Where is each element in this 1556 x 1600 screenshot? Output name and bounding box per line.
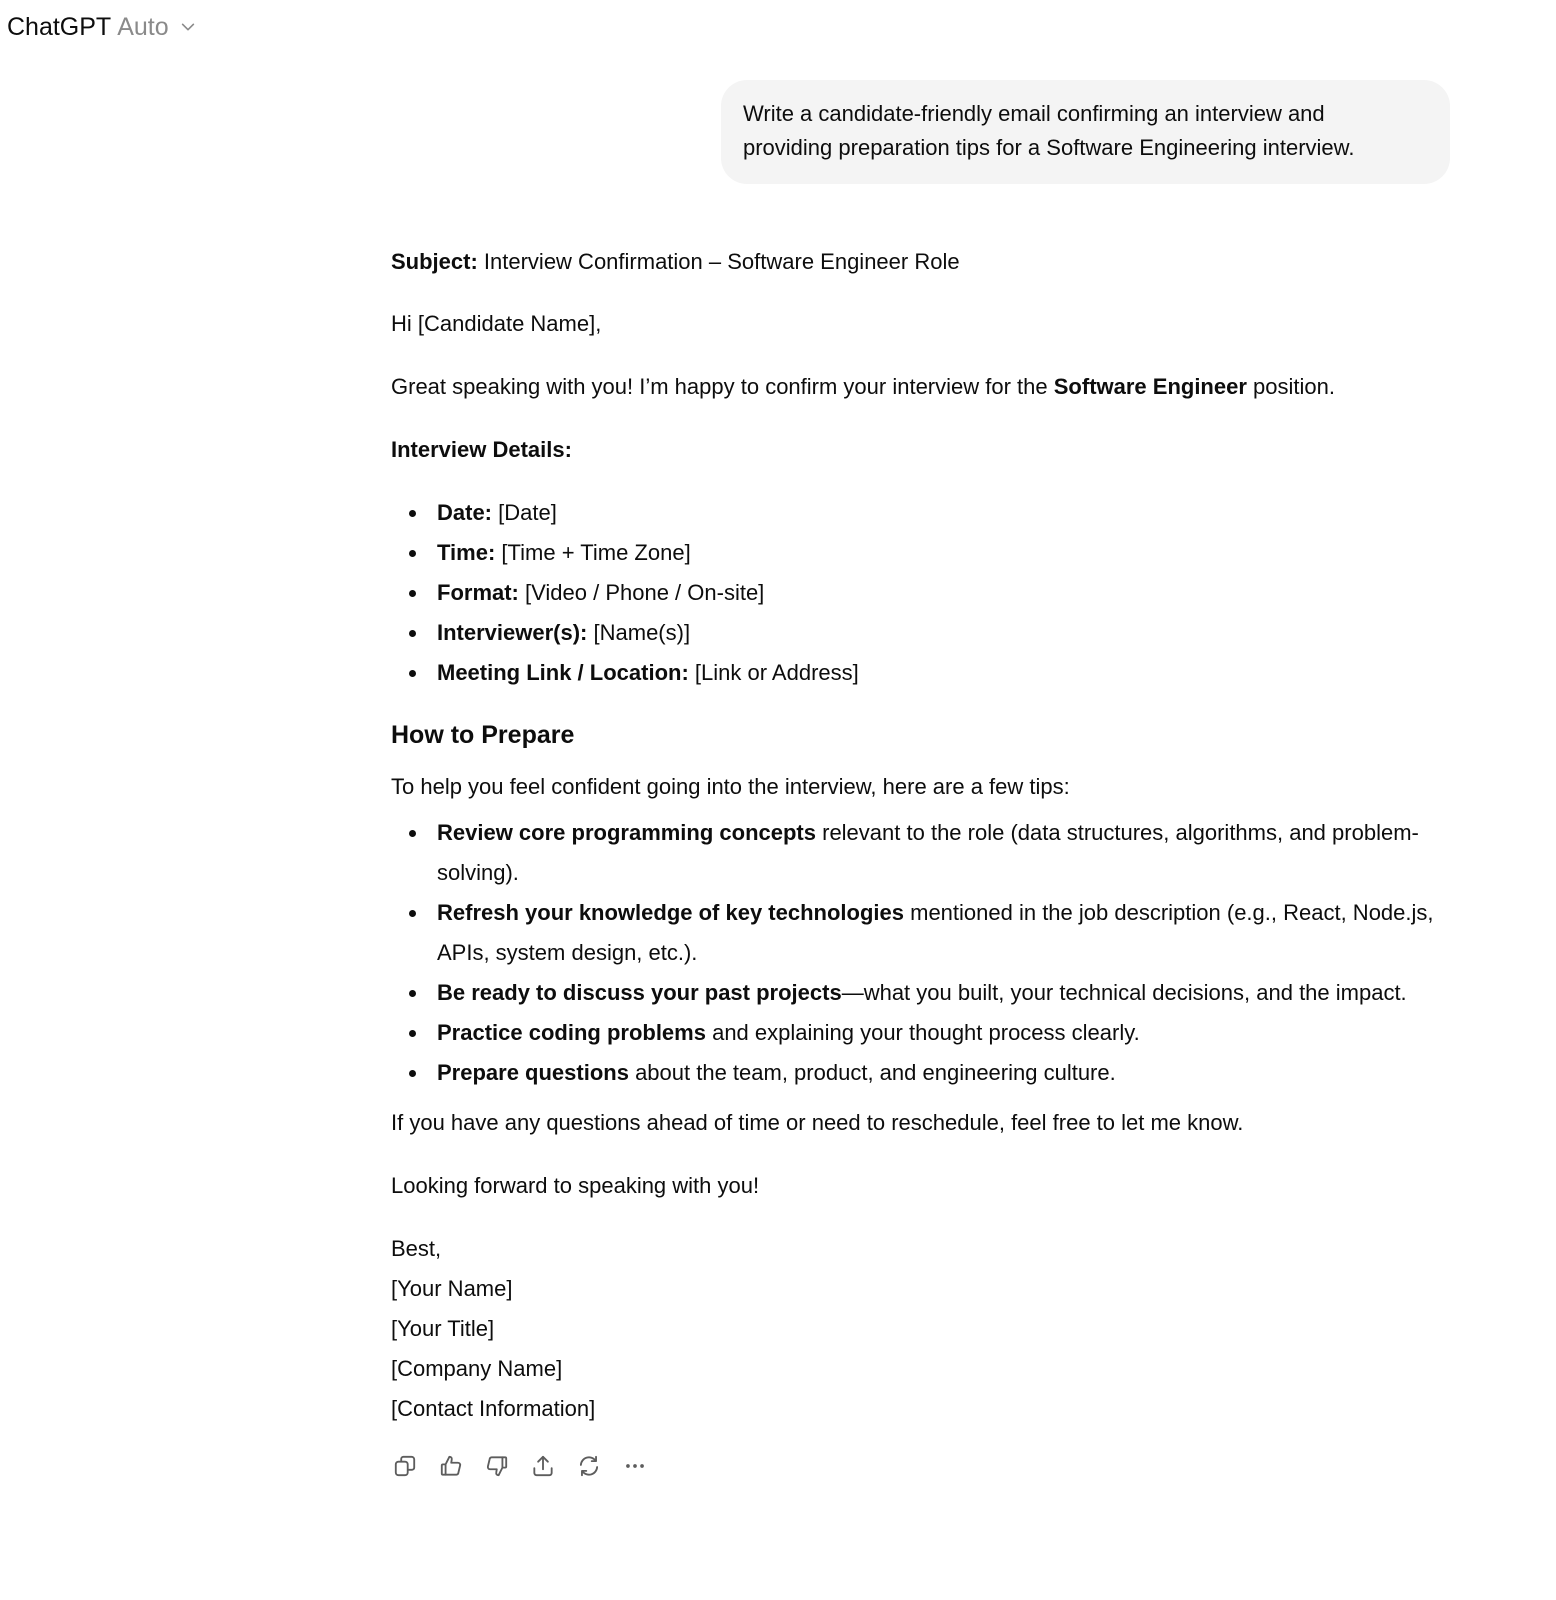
share-icon	[530, 1453, 556, 1479]
detail-value: [Date]	[492, 500, 557, 525]
chevron-down-icon	[179, 18, 197, 36]
tip-bold: Be ready to discuss your past projects	[437, 980, 842, 1005]
detail-value: [Video / Phone / On-site]	[518, 580, 765, 605]
model-label: Auto	[117, 12, 169, 41]
detail-label: Interviewer(s):	[437, 620, 588, 645]
detail-label: Meeting Link / Location:	[437, 660, 689, 685]
thumbs-down-icon	[484, 1453, 510, 1479]
bullet-dot	[409, 830, 416, 837]
email-greeting: Hi [Candidate Name],	[391, 311, 602, 336]
signature-line: [Company Name]	[391, 1356, 563, 1381]
copy-icon	[392, 1453, 418, 1479]
bullet-dot	[409, 910, 416, 917]
signature-line: [Your Name]	[391, 1276, 513, 1301]
regenerate-button[interactable]	[575, 1452, 603, 1480]
message-actions	[391, 1452, 649, 1480]
intro-prefix: Great speaking with you! I’m happy to confirm your interview for the	[391, 374, 1054, 399]
user-message-line: providing preparation tips for a Software Engineering interview.	[743, 135, 1355, 160]
tip-text: —what you built, your technical decisions, and the impact.	[841, 980, 1407, 1005]
detail-label: Date:	[437, 500, 493, 525]
user-message-bubble	[721, 80, 1450, 184]
thumbs-up-icon	[438, 1453, 464, 1479]
details-heading-text: Interview Details:	[391, 437, 572, 462]
thumbs-up-button[interactable]	[437, 1452, 465, 1480]
detail-value: [Link or Address]	[688, 660, 859, 685]
app-name: ChatGPT	[7, 12, 112, 41]
subject-label: Subject:	[391, 249, 478, 274]
signoff: Best,	[391, 1236, 442, 1261]
bullet-dot	[409, 990, 416, 997]
detail-value: [Time + Time Zone]	[495, 540, 691, 565]
detail-label: Format:	[437, 580, 519, 605]
bullet-dot	[409, 670, 416, 677]
tip-bold: Refresh your knowledge of key technologies	[437, 900, 904, 925]
thumbs-down-button[interactable]	[483, 1452, 511, 1480]
tip-continuation: APIs, system design, etc.).	[437, 940, 698, 965]
tip-continuation: solving).	[437, 860, 519, 885]
detail-label: Time:	[437, 540, 496, 565]
bullet-dot	[409, 1070, 416, 1077]
model-selector[interactable]	[7, 10, 197, 44]
tip-text: mentioned in the job description (e.g., React, Node.js,	[904, 900, 1434, 925]
looking-forward: Looking forward to speaking with you!	[391, 1173, 760, 1198]
tip-bold: Practice coding problems	[437, 1020, 706, 1045]
signature-line: [Contact Information]	[391, 1396, 596, 1421]
copy-button[interactable]	[391, 1452, 419, 1480]
share-button[interactable]	[529, 1452, 557, 1480]
tip-text: relevant to the role (data structures, algorithms, and problem-	[816, 820, 1419, 845]
details-heading	[391, 435, 572, 465]
signature-line: [Your Title]	[391, 1316, 495, 1341]
intro-suffix: position.	[1246, 374, 1335, 399]
more-icon	[622, 1453, 648, 1479]
user-message-line: Write a candidate-friendly email confirming an interview and	[743, 101, 1325, 126]
intro-bold: Software Engineer	[1053, 374, 1247, 399]
bullet-dot	[409, 630, 416, 637]
detail-value: [Name(s)]	[587, 620, 691, 645]
prepare-heading: How to Prepare	[391, 721, 575, 749]
tip-text: about the team, product, and engineering culture.	[628, 1060, 1116, 1085]
email-subject	[391, 247, 960, 277]
tip-text: and explaining your thought process clearly.	[705, 1020, 1140, 1045]
more-button[interactable]	[621, 1452, 649, 1480]
bullet-dot	[409, 550, 416, 557]
prepare-intro: To help you feel confident going into the interview, here are a few tips:	[391, 774, 1070, 799]
email-intro	[391, 372, 1335, 402]
bullet-dot	[409, 590, 416, 597]
regenerate-icon	[576, 1453, 602, 1479]
tip-bold: Prepare questions	[437, 1060, 629, 1085]
subject-text: Interview Confirmation – Software Engineer Role	[477, 249, 960, 274]
bullet-dot	[409, 1030, 416, 1037]
closing-line: If you have any questions ahead of time or need to reschedule, feel free to let me know.	[391, 1110, 1244, 1135]
tip-bold: Review core programming concepts	[437, 820, 816, 845]
bullet-dot	[409, 510, 416, 517]
